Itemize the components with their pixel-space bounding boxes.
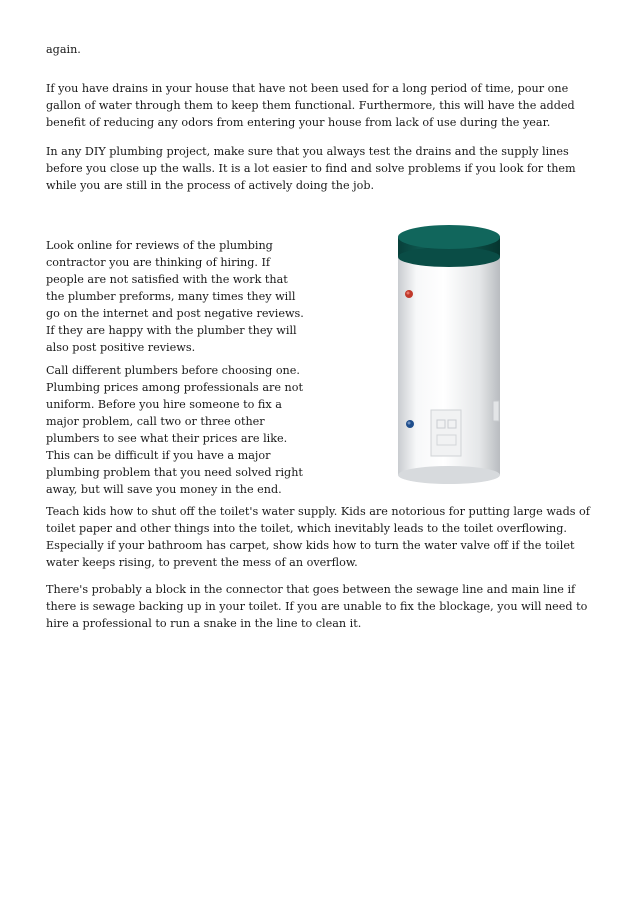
paragraph-teach-kids: Teach kids how to shut off the toilet's water supply. Kids are notorious for putting large wads of toilet paper and other things into the toilet, which inevitably leads to the toilet overflowing. Especially if your bathroom has carpet, show kids how to turn the water valve off if the toilet water keeps rising, to prevent the mess of an overflow. [46, 505, 590, 569]
paragraph-unused-drains: If you have drains in your house that have not been used for a long period of time, pour one gallon of water through them to keep them functional. Furthermore, this will have the added benefit of reducing any odors from entering your house from lack of use during the year. [46, 82, 575, 129]
paragraph-diy-testing: In any DIY plumbing project, make sure that you always test the drains and the supply lines before you close up the walls. It is a lot easier to find and solve problems if you look for them while you are still in the process of actively doing the job. [46, 145, 576, 192]
control-panel [431, 410, 461, 456]
paragraph-compare-plumbers: Call different plumbers before choosing one. Plumbing prices among professionals are not uniform. Before you hire someone to fix a major problem, call two or three other plumbers to see what their prices are like. This can be difficult if you have a major plumbing problem that you need solved right away, but will save you money in the end. [46, 364, 303, 496]
tank-cap-rim [398, 247, 500, 267]
paragraph-online-reviews: Look online for reviews of the plumbing contractor you are thinking of hiring. If people are not satisfied with the work that the plumber preforms, many times they will go on the internet and post negative reviews. If they are happy with the plumber they will also post positive reviews. [46, 239, 304, 354]
side-bracket [493, 401, 499, 421]
tank-cap-top [398, 225, 500, 249]
paragraph-continuation: again. [46, 43, 81, 56]
water-heater-image [309, 213, 584, 491]
paragraph-sewage-block: There's probably a block in the connector that goes between the sewage line and main line if there is sewage backing up in your toilet. If you are unable to fix the blockage, you will need to hire a professional to run a snake in the line to clean it. [46, 583, 588, 630]
tank-base [398, 466, 500, 484]
